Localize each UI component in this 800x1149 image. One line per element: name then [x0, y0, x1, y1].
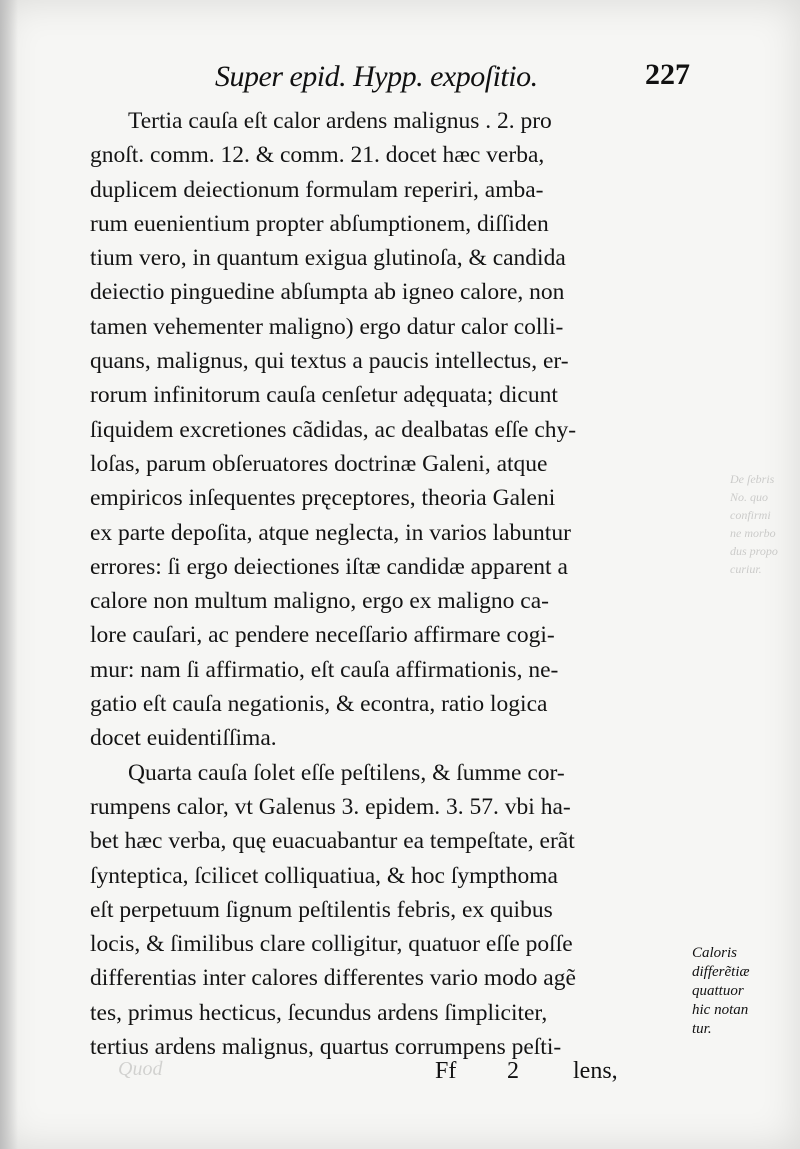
text-line: quans, malignus, qui textus a paucis intellectus, er- — [90, 348, 569, 375]
text-line: gatio eſt cauſa negationis, & econtra, ratio logica — [90, 691, 548, 718]
text-line: differentias inter calores differentes vario modo agẽ — [90, 965, 576, 992]
text-line: duplicem deiectionum formulam reperiri, amba- — [90, 176, 544, 203]
text-line: docet euidentiſſima. — [90, 725, 277, 752]
show-through-text: De ſebris No. quo confirmi ne morbo dus propo curiur. — [730, 472, 778, 576]
text-line: rum euenientium propter abſumptionem, diſſiden — [90, 210, 549, 237]
main-text — [90, 104, 690, 1064]
text-line: ex parte depoſita, atque neglecta, in varios labuntur — [90, 519, 571, 546]
gutter-shadow — [0, 0, 18, 1149]
text-line: tamen vehementer maligno) ergo datur calor colli- — [90, 313, 564, 340]
paragraph-2 — [90, 756, 690, 1065]
text-line: tertius ardens malignus, quartus corrumpens peſti- — [90, 1034, 562, 1061]
page-number: 227 — [645, 58, 690, 91]
text-line: mur: nam ſi affirmatio, eſt cauſa affirmationis, ne- — [90, 656, 559, 683]
text-line: Tertia cauſa eſt calor ardens malignus . 2. pro — [128, 108, 552, 134]
marginal-note-line: hic notan — [692, 1002, 749, 1018]
marginal-note-line: quattuor — [692, 983, 744, 999]
signature-mark: Ff — [435, 1058, 457, 1084]
paragraph-1 — [90, 104, 690, 756]
text-line: deiectio pinguedine abſumpta ab igneo calore, non — [90, 279, 565, 306]
text-line: calore non multum maligno, ergo ex maligno ca- — [90, 588, 549, 615]
marginal-note — [692, 944, 792, 1039]
text-line: rorum infinitorum cauſa cenſetur adęquata; dicunt — [90, 382, 558, 409]
show-through-catchword: Quod — [118, 1058, 163, 1080]
running-header — [215, 58, 695, 98]
text-line: empiricos inſequentes pręceptores, theoria Galeni — [90, 485, 556, 512]
text-line: ſynteptica, ſcilicet colliquatiua, & hoc ſympthoma — [90, 862, 558, 889]
text-line: rumpens calor, vt Galenus 3. epidem. 3. 57. vbi ha- — [90, 793, 571, 820]
text-line: errores: ſi ergo deiectiones iſtæ candidæ apparent a — [90, 553, 568, 580]
text-line: lore cauſari, ac pendere neceſſario affirmare cogi- — [90, 622, 555, 649]
text-line: loſas, parum obſeruatores doctrinæ Galeni, atque — [90, 450, 548, 477]
text-line: Quarta cauſa ſolet eſſe peſtilens, & ſumme cor- — [128, 759, 565, 786]
catchword: lens, — [573, 1058, 618, 1084]
text-line: bet hæc verba, quę euacuabantur ea tempeſtate, erãt — [90, 828, 575, 855]
marginal-note-line: Caloris — [692, 945, 738, 961]
signature-number: 2 — [507, 1058, 519, 1084]
text-line: eſt perpetuum ſignum peſtilentis febris, ex quibus — [90, 896, 553, 923]
text-line: locis, & ſimilibus clare colligitur, quatuor eſſe poſſe — [90, 931, 573, 958]
marginal-note-line: tur. — [692, 1021, 712, 1037]
running-title: Super epid. Hypp. expoſitio. — [215, 60, 538, 93]
text-line: gnoſt. comm. 12. & comm. 21. docet hæc verba, — [90, 142, 545, 169]
page-footer — [435, 1058, 675, 1092]
text-line: ſiquidem excretiones cãdidas, ac dealbatas eſſe chy- — [90, 416, 577, 443]
text-line: tium vero, in quantum exigua glutinoſa, & candida — [90, 245, 566, 272]
text-line: tes, primus hecticus, ſecundus ardens ſimpliciter, — [90, 999, 548, 1026]
marginal-note-line: differẽtiæ — [692, 964, 750, 980]
